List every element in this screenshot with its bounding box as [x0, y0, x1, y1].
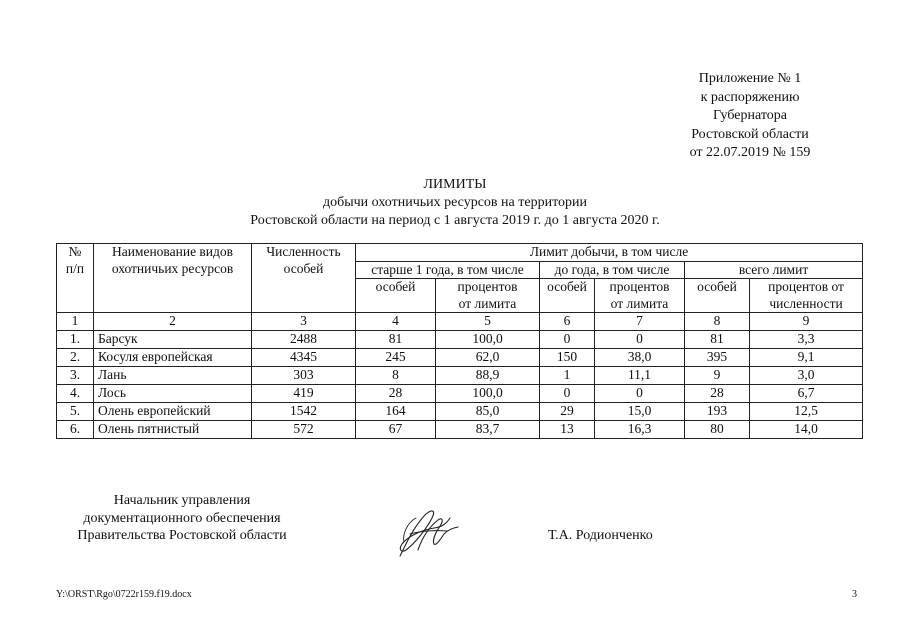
header-total: всего лимит [685, 261, 863, 279]
row-over-pct: 62,0 [436, 349, 540, 367]
row-over-pct: 100,0 [436, 331, 540, 349]
row-count: 4345 [252, 349, 356, 367]
header-over-osobey: особей [356, 279, 436, 313]
header-count-line-1: Численность [266, 244, 341, 259]
row-count: 1542 [252, 403, 356, 421]
row-under-n: 29 [540, 403, 595, 421]
header-name [94, 244, 252, 313]
appendix-line-4: Ростовской области [691, 126, 809, 142]
row-count: 303 [252, 367, 356, 385]
signatory-position [54, 492, 310, 545]
row-over-n: 245 [356, 349, 436, 367]
header-under-pct-line-1: процентов [609, 279, 670, 294]
row-under-n: 13 [540, 421, 595, 439]
footer-file-path: Y:\ORST\Rgo\0722r159.f19.docx [56, 589, 192, 600]
header-row-1 [57, 244, 863, 262]
signatory-name: Т.А. Родионченко [548, 528, 653, 543]
row-under-pct: 11,1 [595, 367, 685, 385]
row-under-pct: 38,0 [595, 349, 685, 367]
row-total-n: 28 [685, 385, 750, 403]
header-under-osobey: особей [540, 279, 595, 313]
title-line-3: Ростовской области на период с 1 августа 2019 г. до 1 августа 2020 г. [250, 213, 660, 228]
row-over-pct: 88,9 [436, 367, 540, 385]
header-over-pct-line-1: процентов [457, 279, 518, 294]
appendix-line-5: от 22.07.2019 № 159 [689, 145, 811, 161]
header-limit-group: Лимит добычи, в том числе [356, 244, 863, 262]
row-under-pct: 0 [595, 331, 685, 349]
col-number: 7 [595, 313, 685, 331]
header-count-line-2: особей [283, 260, 324, 276]
handwritten-signature [392, 504, 462, 564]
row-species: Лань [94, 367, 252, 385]
row-over-n: 81 [356, 331, 436, 349]
appendix-block [640, 70, 860, 163]
row-over-n: 164 [356, 403, 436, 421]
table-row [57, 403, 863, 421]
limits-table [56, 243, 863, 439]
header-total-pct-line-1: процентов от [768, 279, 844, 294]
position-line-1: Начальник управления [113, 493, 251, 508]
col-number: 8 [685, 313, 750, 331]
row-total-n: 395 [685, 349, 750, 367]
appendix-line-3: Губернатора [712, 108, 788, 124]
header-total-pct-line-2: численности [769, 295, 843, 311]
header-total-osobey: особей [685, 279, 750, 313]
position-line-3: Правительства Ростовской области [77, 528, 287, 543]
col-number: 9 [750, 313, 863, 331]
table-row [57, 385, 863, 403]
row-total-pct: 14,0 [750, 421, 863, 439]
table-row [57, 367, 863, 385]
col-number: 5 [436, 313, 540, 331]
row-total-pct: 9,1 [750, 349, 863, 367]
row-total-pct: 3,3 [750, 331, 863, 349]
col-number: 6 [540, 313, 595, 331]
table-row [57, 331, 863, 349]
header-over-year: старше 1 года, в том числе [356, 261, 540, 279]
header-num [57, 244, 94, 313]
col-number: 4 [356, 313, 436, 331]
header-name-line-2: охотничьих ресурсов [111, 260, 234, 276]
row-under-n: 0 [540, 331, 595, 349]
row-over-n: 28 [356, 385, 436, 403]
header-num-line-1: № [68, 244, 82, 259]
row-under-n: 150 [540, 349, 595, 367]
row-over-pct: 85,0 [436, 403, 540, 421]
header-count [252, 244, 356, 313]
appendix-line-2: к распоряжению [700, 89, 800, 105]
row-total-pct: 3,0 [750, 367, 863, 385]
header-name-line-1: Наименование видов [111, 244, 234, 259]
row-under-pct: 16,3 [595, 421, 685, 439]
table-row [57, 421, 863, 439]
appendix-line-1: Приложение № 1 [698, 71, 802, 86]
title-heading: ЛИМИТЫ [423, 177, 487, 192]
row-under-n: 1 [540, 367, 595, 385]
header-over-pct [436, 279, 540, 313]
header-under-year: до года, в том числе [540, 261, 685, 279]
row-under-n: 0 [540, 385, 595, 403]
row-num: 4. [57, 385, 94, 403]
header-over-pct-line-2: от лимита [458, 295, 517, 311]
page-number: 3 [852, 589, 857, 600]
row-count: 419 [252, 385, 356, 403]
row-count: 2488 [252, 331, 356, 349]
col-number: 3 [252, 313, 356, 331]
row-num: 5. [57, 403, 94, 421]
row-total-pct: 6,7 [750, 385, 863, 403]
row-species: Барсук [94, 331, 252, 349]
column-number-row [57, 313, 863, 331]
row-total-n: 81 [685, 331, 750, 349]
row-over-pct: 83,7 [436, 421, 540, 439]
header-total-pct [750, 279, 863, 313]
table-row [57, 349, 863, 367]
col-number: 1 [57, 313, 94, 331]
row-under-pct: 0 [595, 385, 685, 403]
row-over-n: 67 [356, 421, 436, 439]
row-num: 6. [57, 421, 94, 439]
row-species: Косуля европейская [94, 349, 252, 367]
row-num: 3. [57, 367, 94, 385]
row-count: 572 [252, 421, 356, 439]
header-under-pct-line-2: от лимита [610, 295, 669, 311]
row-total-pct: 12,5 [750, 403, 863, 421]
document-title [150, 176, 760, 230]
header-under-pct [595, 279, 685, 313]
row-species: Олень европейский [94, 403, 252, 421]
position-line-2: документационного обеспечения [83, 510, 281, 526]
row-total-n: 9 [685, 367, 750, 385]
col-number: 2 [94, 313, 252, 331]
row-total-n: 80 [685, 421, 750, 439]
header-num-line-2: п/п [65, 260, 85, 276]
row-num: 1. [57, 331, 94, 349]
row-species: Олень пятнистый [94, 421, 252, 439]
title-line-2: добычи охотничьих ресурсов на территории [322, 195, 587, 210]
row-over-pct: 100,0 [436, 385, 540, 403]
row-over-n: 8 [356, 367, 436, 385]
row-total-n: 193 [685, 403, 750, 421]
row-species: Лось [94, 385, 252, 403]
row-under-pct: 15,0 [595, 403, 685, 421]
row-num: 2. [57, 349, 94, 367]
